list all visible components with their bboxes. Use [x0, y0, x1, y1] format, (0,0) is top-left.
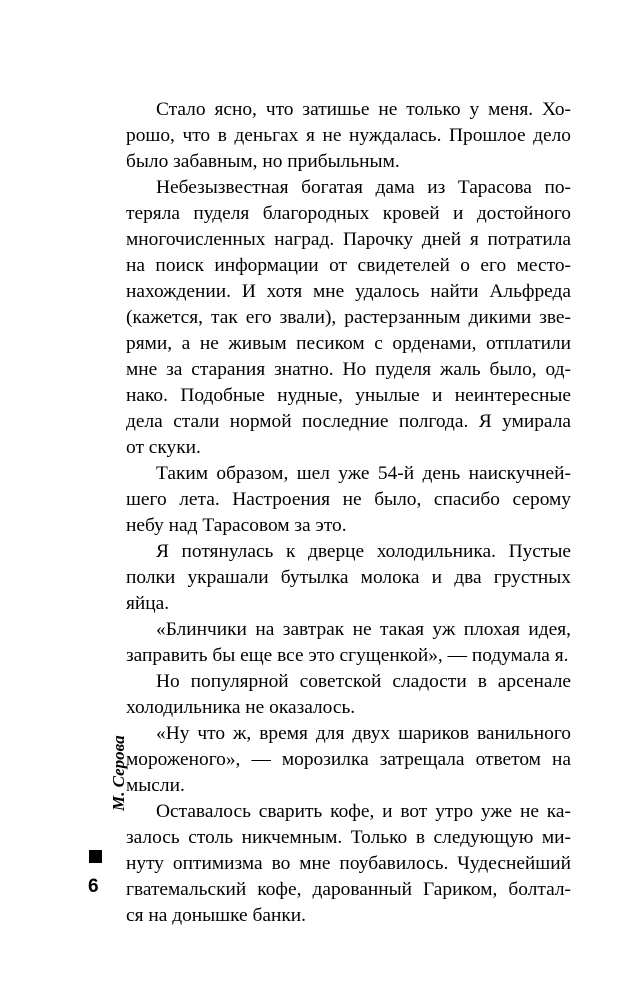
running-head-author: М. Серова — [109, 735, 128, 811]
text-line-12: нако. Подобные нудные, унылые и неинтересные — [126, 385, 571, 406]
text-line-17: небу над Тарасовом за это. — [126, 515, 347, 536]
text-line-15: Таким образом, шел уже 54-й день наискучней- — [156, 463, 571, 484]
text-line-18: Я потянулась к дверце холодильника. Пустые — [156, 541, 571, 562]
text-line-31: гватемальский кофе, дарованный Гариком, болтал- — [126, 879, 571, 900]
text-line-28: Оставалось сварить кофе, и вот утро уже не ка- — [156, 801, 571, 822]
text-line-20: яйца. — [126, 593, 170, 614]
text-line-3: было забавным, но прибыльным. — [126, 151, 400, 172]
text-line-32: ся на донышке банки. — [126, 905, 306, 926]
text-line-27: мысли. — [126, 775, 185, 796]
text-line-7: на поиск информации от свидетелей о его место- — [126, 255, 571, 276]
text-line-9: (кажется, так его звали), растерзанным дикими зве- — [126, 307, 571, 328]
text-line-6: многочисленных наград. Парочку дней я потратила — [126, 229, 571, 250]
body-text — [126, 97, 571, 929]
text-line-4: Небезызвестная богатая дама из Тарасова по- — [156, 177, 571, 198]
text-line-2: рошо, что в деньгах я не нуждалась. Прошлое дело — [126, 125, 571, 146]
text-line-16: шего лета. Настроения не было, спасибо серому — [126, 489, 571, 510]
text-line-19: полки украшали бутылка молока и два грустных — [126, 567, 571, 588]
text-line-25: «Ну что ж, время для двух шариков ванильного — [156, 723, 571, 744]
text-line-5: теряла пуделя благородных кровей и достойного — [126, 203, 571, 224]
text-line-26: мороженого», — морозилка затрещала ответом на — [126, 749, 571, 770]
text-line-1: Стало ясно, что затишье не только у меня. Хо- — [156, 99, 571, 120]
text-line-21: «Блинчики на завтрак не такая уж плохая идея, — [156, 619, 571, 640]
text-line-30: нуту оптимизма во мне поубавилось. Чудеснейший — [126, 853, 571, 874]
text-line-24: холодильника не оказалось. — [126, 697, 356, 718]
text-line-14: от скуки. — [126, 437, 201, 458]
text-line-22: заправить бы еще все это сгущенкой», — подумала я. — [126, 645, 569, 666]
text-line-23: Но популярной советской сладости в арсенале — [156, 671, 571, 692]
text-line-13: дела стали нормой последние полгода. Я умирала — [126, 411, 571, 432]
square-marker-icon — [89, 850, 102, 863]
text-line-29: залось столь никчемным. Только в следующую ми- — [126, 827, 571, 848]
text-line-11: мне за старания знатно. Но пуделя жаль было, од- — [126, 359, 571, 380]
page-number: 6 — [88, 876, 99, 897]
text-line-10: рями, а не живым песиком с орденами, отплатили — [126, 333, 571, 354]
text-line-8: нахождении. И хотя мне удалось найти Альфреда — [126, 281, 571, 302]
